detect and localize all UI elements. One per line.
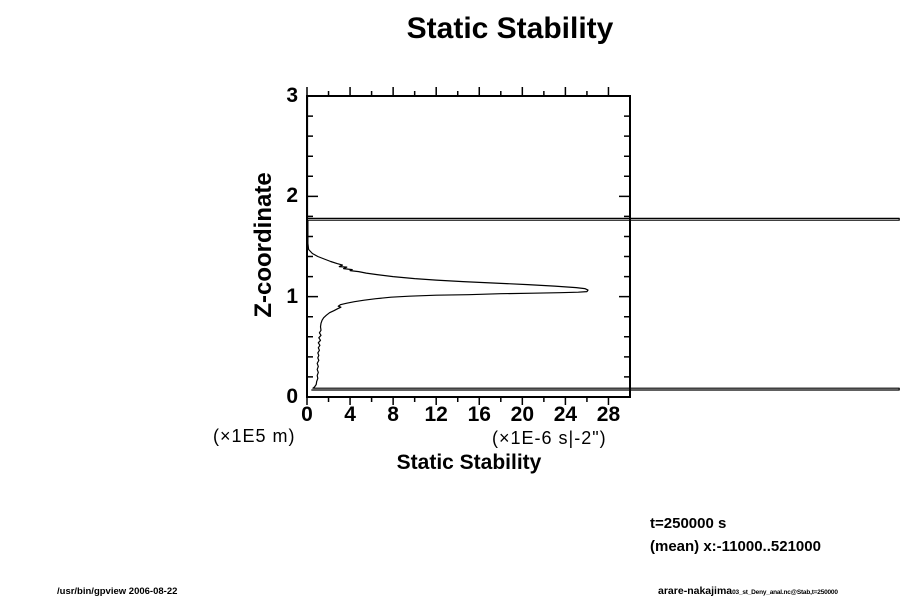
x-axis-unit: (×1E-6 s|-2") (492, 428, 607, 448)
x-tick-label-28: 28 (596, 403, 621, 426)
y-tick-label-1: 1 (286, 284, 298, 308)
plot-frame (307, 96, 630, 397)
x-axis-title: Static Stability (396, 451, 542, 474)
x-tick-label-16: 16 (467, 403, 491, 426)
x-tick-label-12: 12 (424, 403, 448, 426)
y-tick-label-3: 3 (286, 84, 298, 107)
y-tick-label-0: 0 (286, 385, 298, 408)
y-axis-unit: (×1E5 m) (213, 426, 296, 446)
stability-profile-curve (308, 96, 900, 390)
x-tick-label-0: 0 (301, 403, 313, 426)
footer-dataset-detail: 03_st_Deny_anal.nc@Stab,t=250000 (732, 589, 838, 596)
x-tick-label-20: 20 (510, 403, 534, 426)
axis-ticks (307, 87, 630, 405)
annotation-mean-range: (mean) x:-11000..521000 (650, 538, 821, 555)
footer-dataset (658, 585, 838, 597)
plot-title: Static Stability (406, 12, 614, 45)
annotation-time: t=250000 s (650, 515, 727, 532)
footer-dataset-name: arare-nakajima (658, 585, 733, 597)
y-axis-label: Z-coordinate (250, 172, 277, 318)
footer-generator: /usr/bin/gpview 2006-08-22 (57, 586, 178, 597)
x-tick-label-8: 8 (387, 403, 399, 426)
y-tick-label-2: 2 (286, 184, 298, 208)
x-tick-label-4: 4 (344, 403, 356, 426)
x-tick-label-24: 24 (553, 403, 578, 426)
